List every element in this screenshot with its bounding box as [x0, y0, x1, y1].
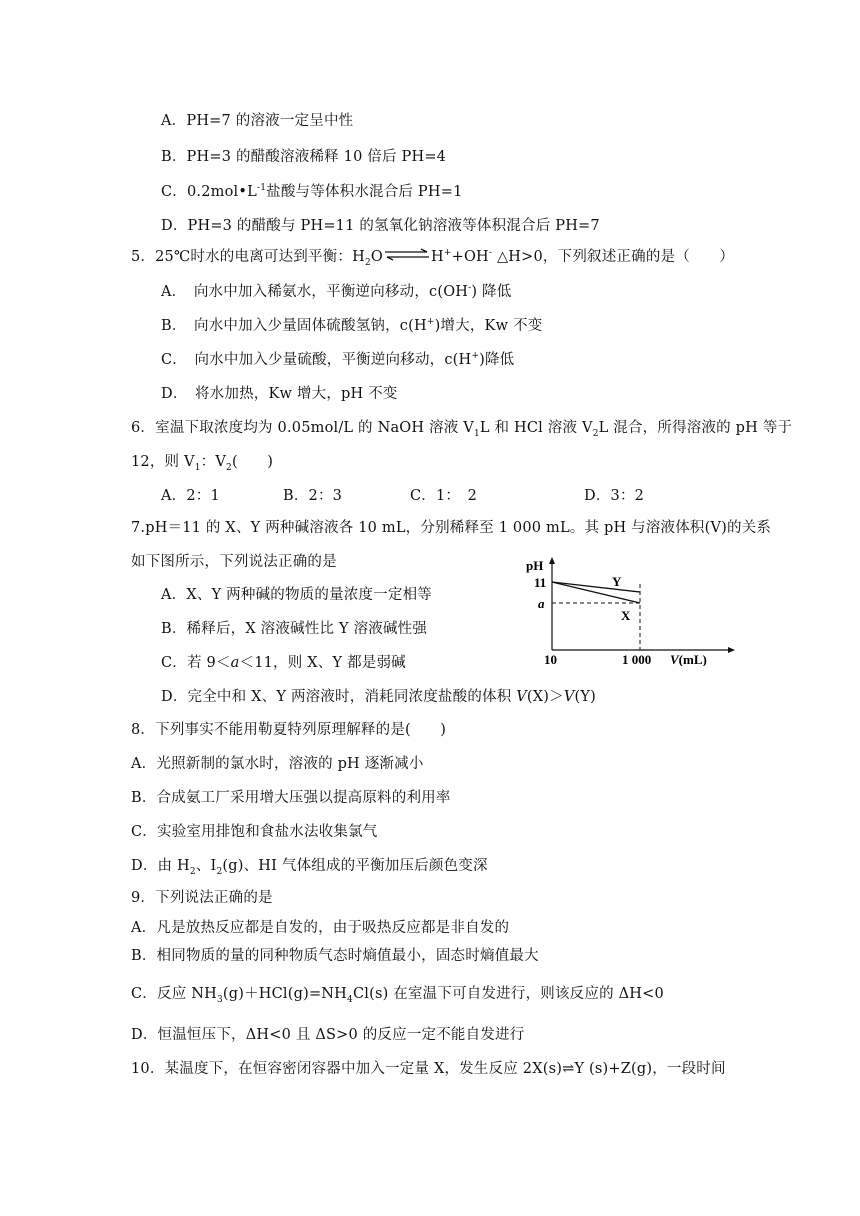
q7-stem-line1: 7.pH＝11 的 X、Y 两种碱溶液各 10 mL，分别稀释至 1 000 mL。其 pH 与溶液体积(V)的关系 — [131, 520, 772, 536]
ph-volume-graph — [520, 556, 740, 666]
x-tick-10: 10 — [544, 652, 557, 666]
curve-x — [552, 582, 640, 603]
q6-stem-line2: 12，则 $V_1$：$V_2$( ) — [131, 454, 274, 473]
q5-option-c: C． 向水中加入少量硫酸，平衡逆向移动，c(H+)降低 — [161, 351, 515, 368]
q8-option-b: B．合成氨工厂采用增大压强以提高原料的利用率 — [131, 790, 451, 806]
q4-option-a: A．PH=7 的溶液一定呈中性 — [161, 113, 354, 129]
y-tick-11: 11 — [534, 575, 547, 590]
q7-option-d: D．完全中和 X、Y 两溶液时，消耗同浓度盐酸的体积 V(X)＞V(Y) — [161, 689, 597, 705]
q7-stem-line2: 如下图所示，下列说法正确的是 — [131, 554, 337, 570]
x-tick-1000: 1 000 — [622, 652, 652, 666]
q6-option-b: B．2：3 — [283, 488, 343, 504]
x-axis-arrow-icon — [728, 647, 735, 653]
q4-option-b: B．PH=3 的醋酸溶液稀释 10 倍后 PH=4 — [161, 149, 447, 165]
q5-option-b: B． 向水中加入少量固体硫酸氢钠，c(H+)增大，Kw 不变 — [161, 317, 543, 334]
curve-x-label: X — [621, 608, 631, 623]
equilibrium-arrow-icon — [383, 251, 431, 263]
q6-option-a: A．2：1 — [161, 488, 220, 504]
q8-option-d: D．由 $H_2$、$I_2(g)$、HI 气体组成的平衡加压后颜色变深 — [131, 858, 488, 877]
q9-option-c: C．反应 $NH_3(g)+HCl(g)=NH_4Cl(s)$ 在室温下可自发进行，则该反应的 ΔH<0 — [131, 986, 664, 1005]
q6-option-c: C．1： 2 — [410, 488, 477, 504]
y-axis-label: pH — [526, 558, 544, 573]
q9-option-a: A．凡是放热反应都是自发的，由于吸热反应都是非自发的 — [131, 920, 510, 936]
curve-y-label: Y — [612, 574, 622, 589]
q7-option-a: A．X、Y 两种碱的物质的量浓度一定相等 — [161, 587, 432, 603]
q5-option-a: A． 向水中加入稀氨水，平衡逆向移动，c(OH-) 降低 — [161, 283, 512, 300]
q6-stem-line1: 6．室温下取浓度均为 0.05mol/L 的 NaOH 溶液 $V_1L$ 和 HCl 溶液 $V_2L$ 混合，所得溶液的 pH 等于 — [131, 420, 793, 439]
q8-option-a: A．光照新制的氯水时，溶液的 pH 逐渐减小 — [131, 756, 424, 772]
q7-option-b: B．稀释后，X 溶液碱性比 Y 溶液碱性强 — [161, 621, 428, 637]
y-tick-a: a — [538, 596, 545, 611]
q5-option-d: D． 将水加热，Kw 增大，pH 不变 — [161, 386, 398, 402]
q6-option-d: D．3：2 — [584, 488, 645, 504]
x-axis-label: V(mL) — [670, 652, 707, 666]
q7-option-c: C．若 9＜a＜11，则 X、Y 都是弱碱 — [161, 655, 406, 671]
y-axis-arrow-icon — [549, 557, 555, 564]
q4-option-c: C．$0.2mol•L^{-1}$盐酸与等体积水混合后 PH=1 — [161, 183, 463, 200]
q9-option-b: B．相同物质的量的同种物质气态时熵值最小，固态时熵值最大 — [131, 948, 539, 964]
q5-stem: 5．25℃时水的电离可达到平衡：$H_2O$ H++OH- △H>0，下列叙述正确的是（ ） — [131, 248, 735, 268]
q8-stem: 8．下列事实不能用勒夏特列原理解释的是( ) — [131, 722, 447, 738]
q4-option-d: D．PH=3 的醋酸与 PH=11 的氢氧化钠溶液等体积混合后 PH=7 — [161, 218, 600, 234]
q8-option-c: C．实验室用排饱和食盐水法收集氯气 — [131, 824, 378, 840]
q9-stem: 9．下列说法正确的是 — [131, 890, 273, 906]
q10-stem: 10．某温度下，在恒容密闭容器中加入一定量 X，发生反应 2X(s)⇌Y (s)+Z(g)，一段时间 — [131, 1061, 726, 1077]
curve-y — [552, 582, 640, 592]
q9-option-d: D．恒温恒压下，ΔH<0 且 ΔS>0 的反应一定不能自发进行 — [131, 1027, 525, 1043]
